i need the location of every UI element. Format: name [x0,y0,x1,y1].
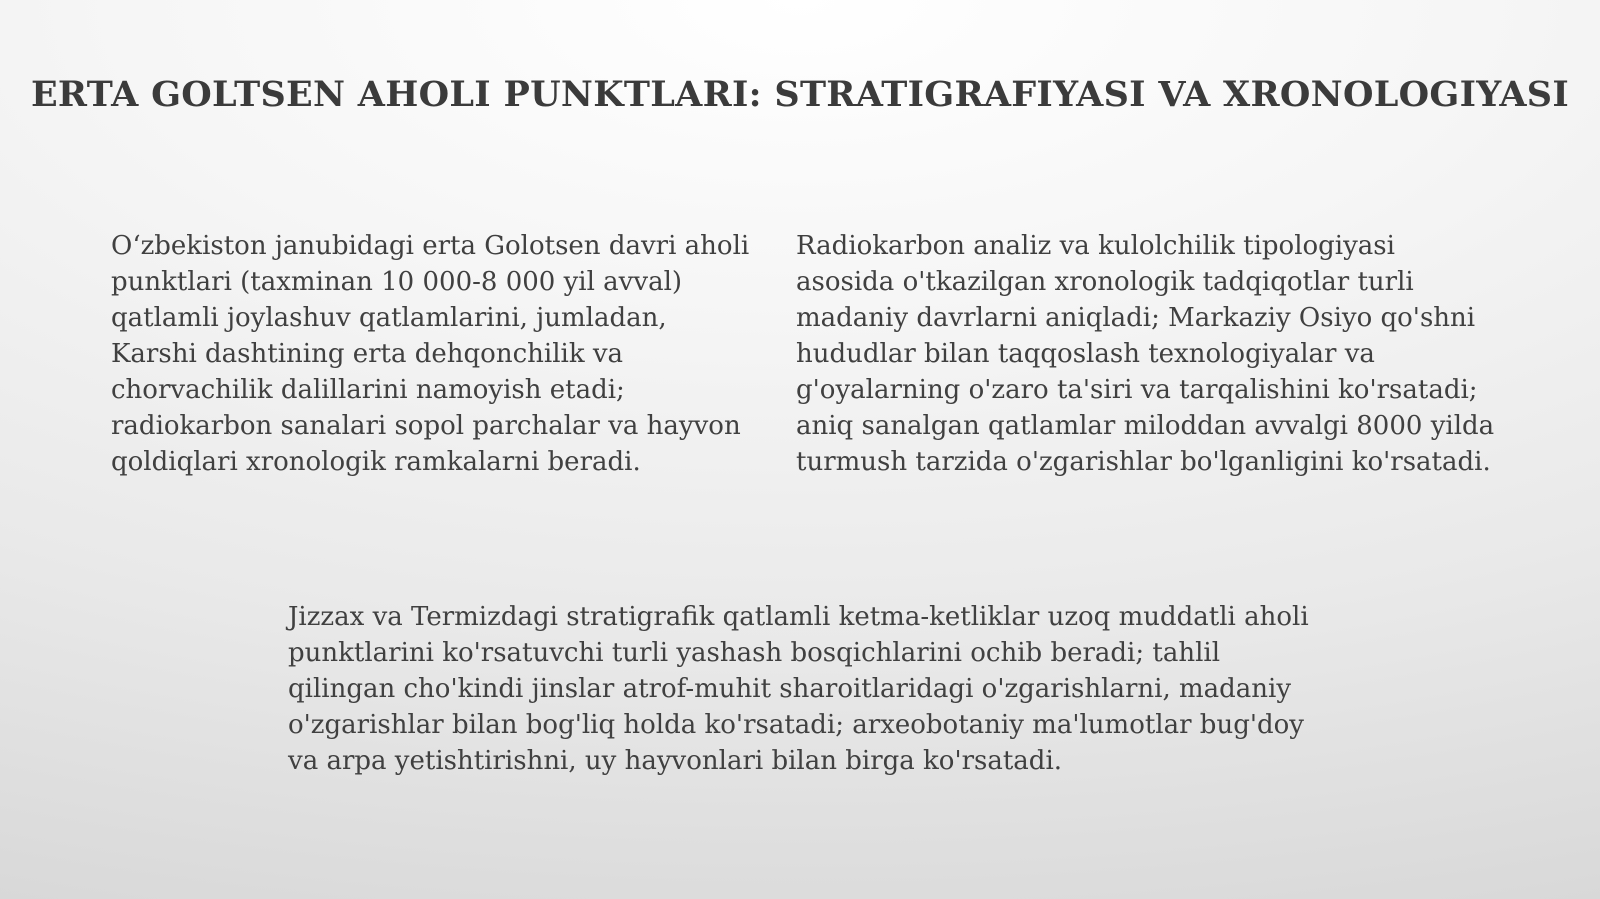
paragraph-bottom: Jizzax va Termizdagi stratigrafik qatlamli ketma-ketliklar uzoq muddatli aholi punktlarini ko'rsatuvchi turli yashash bosqichlarini ochib beradi; tahlil qilingan cho'kindi jinslar atrof-muhit sharoitlaridagi o'zgarishlarni, madaniy o'zgarishlar bilan bog'liq holda ko'rsatadi; arxeobotaniy ma'lumotlar bug'doy va arpa yetishtirishni, uy hayvonlari bilan birga ko'rsatadi. [288,602,1309,776]
slide-title: ERTA GOLTSEN AHOLI PUNKTLARI: STRATIGRAFIYASI VA XRONOLOGIYASI [30,74,1570,115]
paragraph-left: O‘zbekiston janubidagi erta Golotsen davri aholi punktlari (taxminan 10 000-8 000 yil avval) qatlamli joylashuv qatlamlarini, jumladan, Karshi dashtining erta dehqonchilik va chorvachilik dalillarini namoyish etadi; radiokarbon sanalari sopol parchalar va hayvon qoldiqlari xronologik ramkalarni beradi. [111,231,750,477]
paragraph-right: Radiokarbon analiz va kulolchilik tipologiyasi asosida o'tkazilgan xronologik tadqiqotlar turli madaniy davrlarni aniqladi; Markaziy Osiyo qo'shni hududlar bilan taqqoslash texnologiyalar va g'oyalarning o'zaro ta'siri va tarqalishini ko'rsatadi; aniq sanalgan qatlamlar miloddan avvalgi 8000 yilda turmush tarzida o'zgarishlar bo'lganligini ko'rsatadi. [796,231,1495,477]
